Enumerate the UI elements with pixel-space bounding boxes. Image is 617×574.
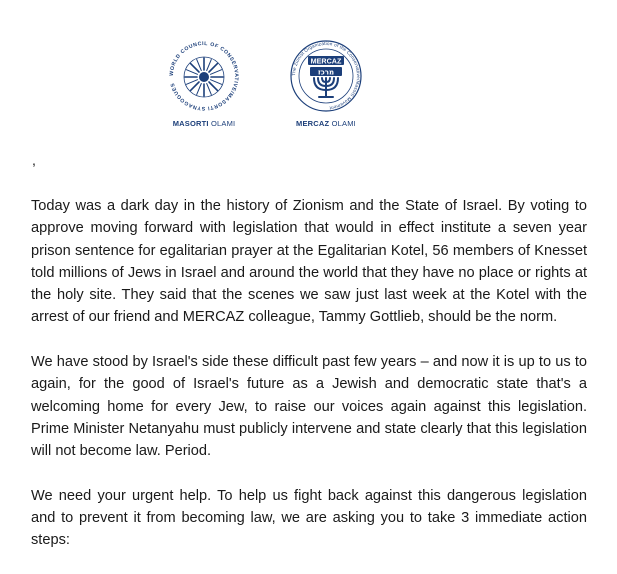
mercaz-banner-text: MERCAZ	[310, 56, 342, 66]
mercaz-olami-logo[interactable]	[276, 36, 376, 128]
menorah-emblem-icon	[286, 36, 366, 116]
letter-body	[31, 195, 587, 574]
mercaz-name-bold: MERCAZ	[296, 119, 330, 128]
header-logos	[0, 36, 617, 136]
masorti-ring-text: WORLD COUNCIL OF CONSERVATIVE/MASORTI SYNAGOGUES	[168, 40, 240, 112]
stray-comma: ,	[32, 152, 36, 168]
mercaz-olami-caption	[296, 119, 356, 128]
paragraph-3: We need your urgent help. To help us fight back against this dangerous legislation and to prevent it from becoming law, we are asking you to take 3 immediate action steps:	[31, 487, 587, 549]
paragraph-1: Today was a dark day in the history of Zionism and the State of Israel. By voting to approve moving forward with legislation that would in effect institute a seven year prison sentence for egalitarian prayer at the Egalitarian Kotel, 56 members of Knesset told millions of Jews in Israel and around the world that they have no place or rights at the holy site. They said that the scenes we saw just last week at the Kotel with the arrest of our friend and MERCAZ colleague, Tammy Gottlieb, should be the norm.	[31, 198, 587, 326]
masorti-olami-caption	[173, 119, 236, 128]
masorti-olami-logo[interactable]	[158, 36, 250, 128]
mercaz-hebrew-text: מרכז	[317, 68, 335, 77]
mercaz-name-light: OLAMI	[331, 119, 356, 128]
masorti-name-bold: MASORTI	[172, 119, 209, 128]
mercaz-ring-text: The Zionist Organization of the Conservative/Masorti Movement	[290, 40, 362, 111]
masorti-star-emblem-icon	[164, 36, 244, 116]
paragraph-2: We have stood by Israel's side these difficult past few years – and now it is up to us to again, for the good of Israel's future as a Jewish and democratic state that's a welcoming home for every Jew, to raise our voices again against this legislation. Prime Minister Netanyahu must publicly intervene and state clearly that this legislation will not become law. Period.	[31, 354, 587, 460]
masorti-name-light: OLAMI	[210, 119, 236, 128]
